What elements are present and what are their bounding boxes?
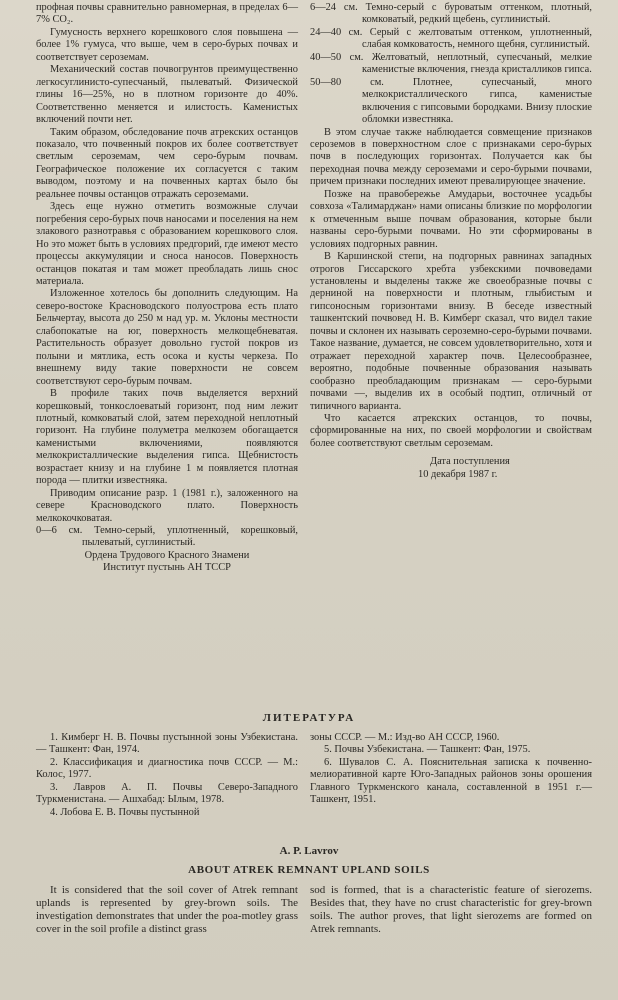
english-author: A. P. Lavrov [279, 845, 339, 857]
english-abstract-right [310, 884, 592, 936]
references-right [310, 732, 592, 807]
english-abstract-left [36, 884, 298, 936]
right-column [310, 2, 592, 481]
reference-item: 4. Лобова Е. В. Почвы пустынной [50, 806, 200, 818]
paragraph: Таким образом, обследование почв атрекских останцов показало, что почвенный покров их более соответствует светлым сероземам, чем серо-бурым почвам. Географическое положение их согласуется с таким выводом, поэтому и на почвенных картах было бы реальнее почвы останцов отражать сероземами. [36, 126, 298, 200]
reference-item: 2. Классификация и диагностика почв СССР. — М.: Колос, 1977. [36, 756, 298, 781]
paragraph: профная почвы сравнительно равномерная, в пределах 6—7% CO₂. [36, 2, 298, 26]
paragraph: Приводим описание разр. 1 (1981 г.), заложенного на севере Красноводского плато. Поверхность мелкокочковатая. [36, 487, 298, 524]
reference-item: 1. Кимберг Н. В. Почвы пустынной зоны Узбекистана. — Ташкент: Фан, 1974. [36, 732, 298, 756]
received-date-value: 10 декабря 1987 г. [418, 468, 498, 480]
left-column [36, 2, 298, 575]
paragraph: Гумусность верхнего корешкового слоя повышена — более 1% гумуса, что выше, чем в серо-бурых почвах и соответствует сероземам. [36, 26, 298, 63]
references-left [36, 732, 298, 819]
horizon-description: 0—6 см. Темно-серый, уплотненный, корешковый, пылеватый, суглинистый. [36, 525, 298, 549]
paragraph: Что касается атрекских останцов, то почвы, сформированные на них, по своей морфологии и свойствам более соответствуют светлым сероземам. [310, 412, 592, 449]
paragraph: В Каршинской степи, на подгорных равнинах западных отрогов Гиссарского хребта узбекскими почвоведами установлены и выделены также же своеобразные почвы с дерниной на поверхности и плотным, глыбистым и гипсоносным горизонтами внизу. В беседе известный ташкентский почвовед Н. В. Кимберг сказал, что видел такие почвы и склонен их называть сероземно-серо-бурыми почвами. Такое название, думается, не совсем удовлетворительно, хотя и отражает переходной характер почв. Целесообразнее, вероятно, подобные почвенные образования называть сообразно преобладающим признакам — серо-бурыми почвами —, выделив их в особый подтип, отличный от типичного варианта. [310, 251, 592, 412]
reference-item: 5. Почвы Узбекистана. — Ташкент: Фан, 1975. [324, 744, 531, 756]
english-title: ABOUT ATREK REMNANT UPLAND SOILS [188, 864, 430, 876]
paragraph: Позже на правобережье Амударьи, восточнее усадьбы совхоза «Талимарджан» нами описаны близкие по морфологии к отмеченным выше почвам образования, которые были названы серо-бурыми почвами. Но эти сформированы в условиях подгорных равнин. [310, 188, 592, 250]
abstract-text: sod is formed, that is a characteristic feature of sierozems. Besides that, they have no crust characteristic for grey-brown soils. The author proves, that light sierozems are formed on Atrek remnants. [310, 884, 592, 935]
horizon-description: 50—80 см. Плотнее, супесчаный, много мелкокристаллического гипса, каменистые включения с гипсовыми бородками. Внизу плоские обломки известняка. [310, 76, 592, 126]
affiliation-line-1: Ордена Трудового Красного Знамени [84, 549, 250, 561]
paragraph: Изложенное хотелось бы дополнить следующим. На северо-востоке Красноводского полуострова есть плато Бельчертау, высота до 250 м над ур. м. Уклоны местности слабопокатые на юг, поверхность мелкощебневатая. Растительность образует довольно густой покров из полыни и мятлика, есть осока и кусты черкеза. По внешнему виду такие поверхности не совсем соответствуют серо-бурым почвам. [36, 288, 298, 387]
abstract-text: It is considered that the soil cover of Atrek remnant uplands is represented by grey-brown soils. The investigation demonstrates that under the poa-motley grass cover in the soil profile a distinct grass [36, 884, 298, 935]
received-date-label: Дата поступления [430, 456, 510, 468]
reference-item: 6. Шувалов С. А. Пояснительная записка к почвенно-мелиоративной карте Юго-Западных районов зоны орошения Главного Туркменского канала, составленной в 1951 г.—Ташкент, 1951. [310, 756, 592, 806]
horizon-description: 40—50 см. Желтоватый, неплотный, супесчаный, мелкие каменистые включения, гнезда кристалликов гипса. [310, 51, 592, 76]
paragraph: Механический состав почвогрунтов преимущественно легкосуглинисто-супесчаный, пылеватый. Физической глины 16—25%, но в плотном горизонте до 40%. Соответственно меняется и илистость. Каменистых включений почти нет. [36, 64, 298, 126]
horizon-description: 24—40 см. Серый с желтоватым оттенком, уплотненный, слабая комковатость, немного щебня, суглинистый. [310, 26, 592, 51]
paragraph: В профиле таких почв выделяется верхний корешковый, тонкослоеватый горизонт, под ним лежит плотный, комковатый слой, затем переходной неплотный горизонт. На глубине полуметра мелкозем обогащается каменистыми включениями, появляются мелкокристаллические выделения гипса. Щебнистость возрастает книзу и на глубине 1 м появляется плотная порода — плитки известняка. [36, 388, 298, 487]
literature-heading: ЛИТЕРАТУРА [262, 712, 356, 724]
reference-item: зоны СССР. — М.: Изд-во АН СССР, 1960. [310, 732, 500, 743]
paragraph: Здесь еще нужно отметить возможные случаи погребения серо-бурых почв наносами и поселения на нем злакового разнотравья с образованием корешкового слоя. Но это может быть в условиях предгорий, где имеют место процессы аккумуляции и сноса наносов. Поверхность останцов покатая и там может преобладать лишь снос материала. [36, 201, 298, 287]
horizon-description: 6—24 см. Темно-серый с буроватым оттенком, плотный, комковатый, редкий щебень, суглинистый. [310, 2, 592, 26]
paragraph: В этом случае также наблюдается совмещение признаков сероземов в поверхностном слое с признаками серо-бурых почв в последующих горизонтах. Получается как бы переходная почва между сероземами и серо-бурыми почвами, причем признаки последних имеют превалирующее значение. [310, 126, 592, 188]
reference-item: 3. Лавров А. П. Почвы Северо-Западного Туркменистана. — Ашхабад: Ылым, 1978. [36, 781, 298, 806]
affiliation-line-2: Институт пустынь АН ТССР [103, 562, 231, 574]
